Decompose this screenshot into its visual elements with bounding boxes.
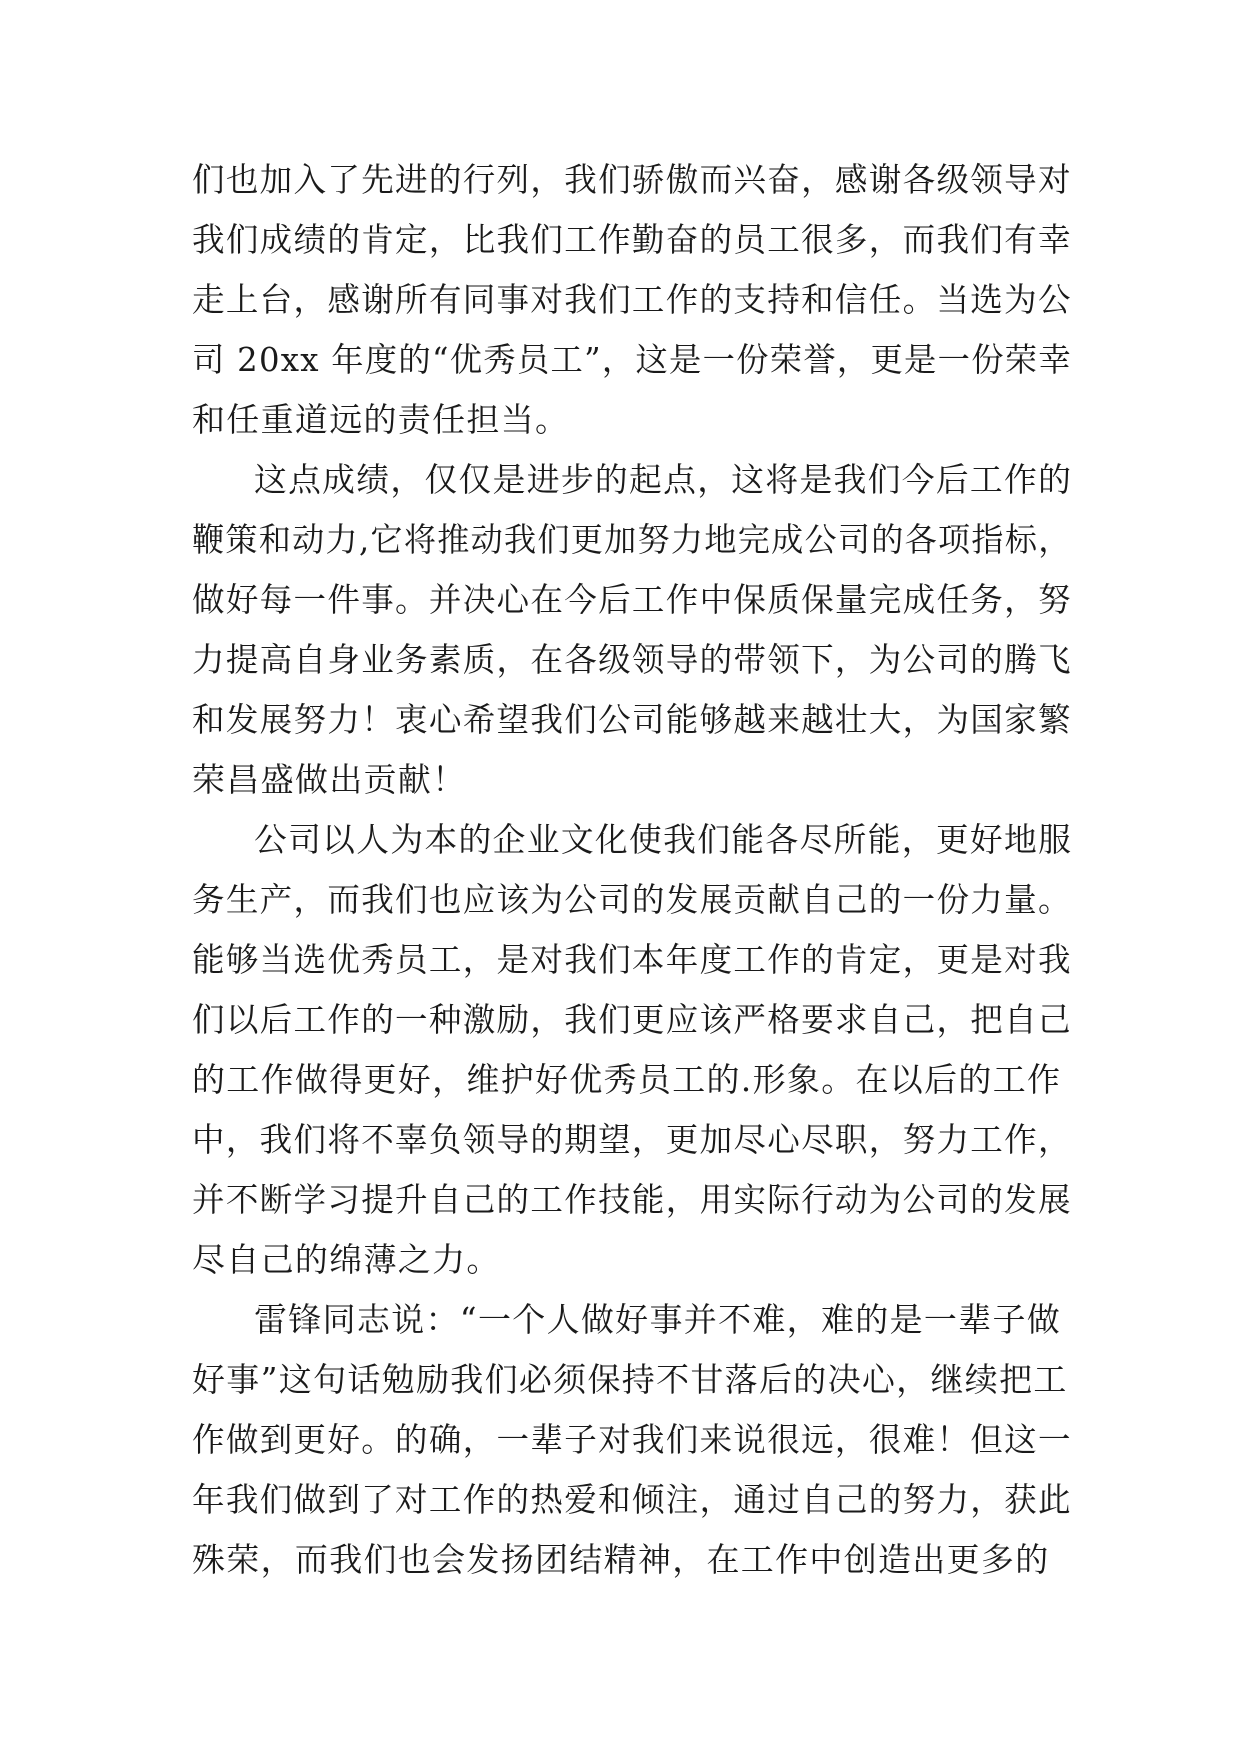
paragraph-first-line: 这点成绩，仅仅是进步的起点，这将是我们今后工作的	[254, 460, 1073, 499]
text-line: 中，我们将不辜负领导的期望，更加尽心尽职，努力工作，	[192, 1120, 1072, 1159]
text-line: 们以后工作的一种激励，我们更应该严格要求自己，把自己	[192, 1000, 1072, 1039]
text-line: 我们成绩的肯定，比我们工作勤奋的员工很多，而我们有幸	[192, 220, 1072, 259]
text-line: 做好每一件事。并决心在今后工作中保质保量完成任务，努	[192, 580, 1072, 619]
text-line: 鞭策和动力,它将推动我们更加努力地完成公司的各项指标，	[192, 520, 1072, 559]
text-line: 和任重道远的责任担当。	[192, 400, 570, 439]
text-line: 荣昌盛做出贡献！	[192, 760, 467, 799]
paragraph-first-line: 公司以人为本的企业文化使我们能各尽所能，更好地服	[254, 820, 1073, 859]
text-line: 尽自己的绵薄之力。	[192, 1240, 501, 1279]
text-line: 司 20xx 年度的“优秀员工”，这是一份荣誉，更是一份荣幸	[192, 340, 1072, 379]
text-line: 的工作做得更好，维护好优秀员工的.形象。在以后的工作	[192, 1060, 1062, 1099]
text-line: 并不断学习提升自己的工作技能，用实际行动为公司的发展	[192, 1180, 1072, 1219]
text-line: 走上台，感谢所有同事对我们工作的支持和信任。当选为公	[192, 280, 1072, 319]
text-line: 能够当选优秀员工，是对我们本年度工作的肯定，更是对我	[192, 940, 1072, 979]
text-line: 殊荣，而我们也会发扬团结精神，在工作中创造出更多的	[192, 1540, 1050, 1579]
text-line: 们也加入了先进的行列，我们骄傲而兴奋，感谢各级领导对	[192, 160, 1072, 199]
text-line: 和发展努力！衷心希望我们公司能够越来越壮大，为国家繁	[192, 700, 1072, 739]
text-line: 好事”这句话勉励我们必须保持不甘落后的决心，继续把工	[192, 1360, 1068, 1399]
text-line: 年我们做到了对工作的热爱和倾注，通过自己的努力，获此	[192, 1480, 1072, 1519]
paragraph-first-line: 雷锋同志说：“一个人做好事并不难，难的是一辈子做	[254, 1300, 1062, 1339]
text-line: 务生产，而我们也应该为公司的发展贡献自己的一份力量。	[192, 880, 1072, 919]
text-line: 力提高自身业务素质，在各级领导的带领下，为公司的腾飞	[192, 640, 1072, 679]
text-line: 作做到更好。的确，一辈子对我们来说很远，很难！但这一	[192, 1420, 1072, 1459]
